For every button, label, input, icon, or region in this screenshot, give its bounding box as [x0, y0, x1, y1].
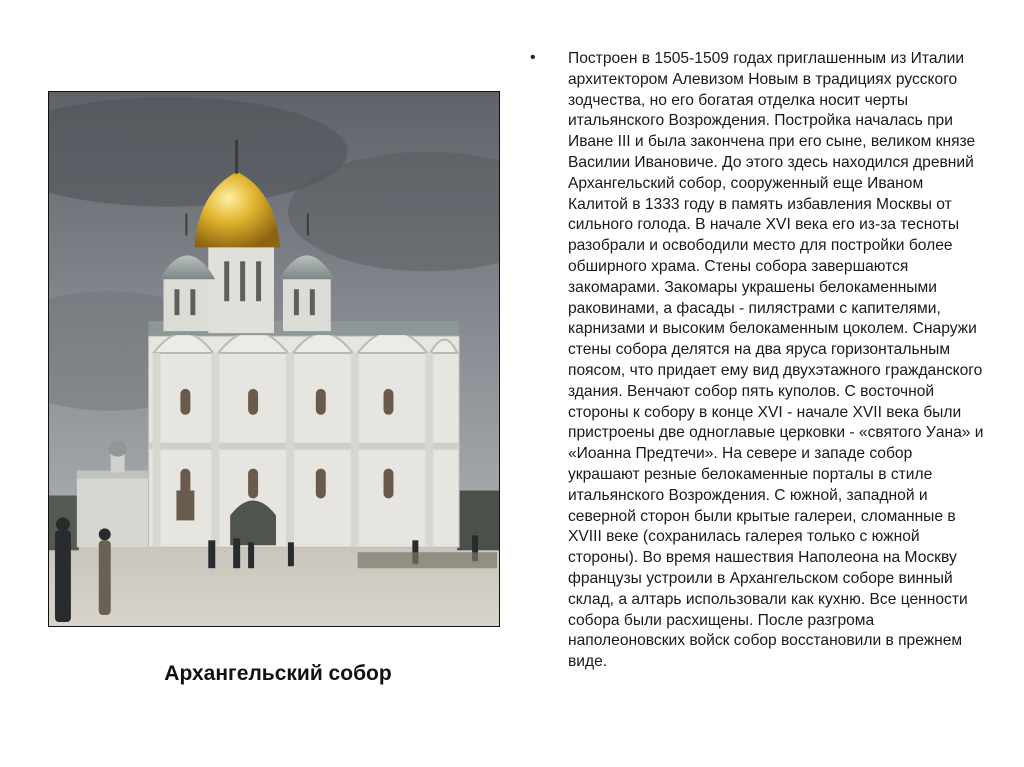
photo-caption: Архангельский собор — [164, 662, 392, 685]
description-paragraph: Построен в 1505-1509 годах приглашенным из Италии архитектором Алевизом Новым в традициях русского зодчества, но его богатая отделка носит черты итальянского Возрождения. Постройка началась при Иване III и была закончена при его сыне, великом князе Василии Ивановиче. До этого здесь находился древний Архангельский собор, сооруженный еще Иваном Калитой в 1333 году в память избавления Москвы от сильного голода. В начале XVI века его из-за тесноты разобрали и освободили место для постройки более обширного храма. Стены собора завершаются закомарами. Закомары украшены белокаменными раковинами, а фасады - пилястрами с капителями, карнизами и высоким белокаменным цоколем. Снаружи стены собора делятся на два яруса горизонтальным поясом, что придает ему вид двухэтажного гражданского здания. Венчают собор пять куполов. С восточной стороны к собору в конце XVI - начале XVII века были пристроены две одноглавые церковки - «святого Уана» и «Иоанна Предтечи». На севере и западе собор украшают резные белокаменные порталы в стиле итальянского Возрождения. С южной, западной и северной сторон были крытые галереи, сломанные в XVIII веке (сохранилась галерея только с южной стороны). Во время нашествия Наполеона на Москву французы устроили в Архангельском соборе винный склад, а алтарь использовали как кухню. Все ценности собора были расхищены. После разгрома наполеоновских войск собор восстановили в прежнем виде. — [568, 50, 984, 671]
cathedral-illustration — [49, 92, 499, 626]
description-block — [530, 49, 985, 673]
bullet-marker: • — [530, 49, 536, 66]
cathedral-photo — [48, 91, 500, 627]
